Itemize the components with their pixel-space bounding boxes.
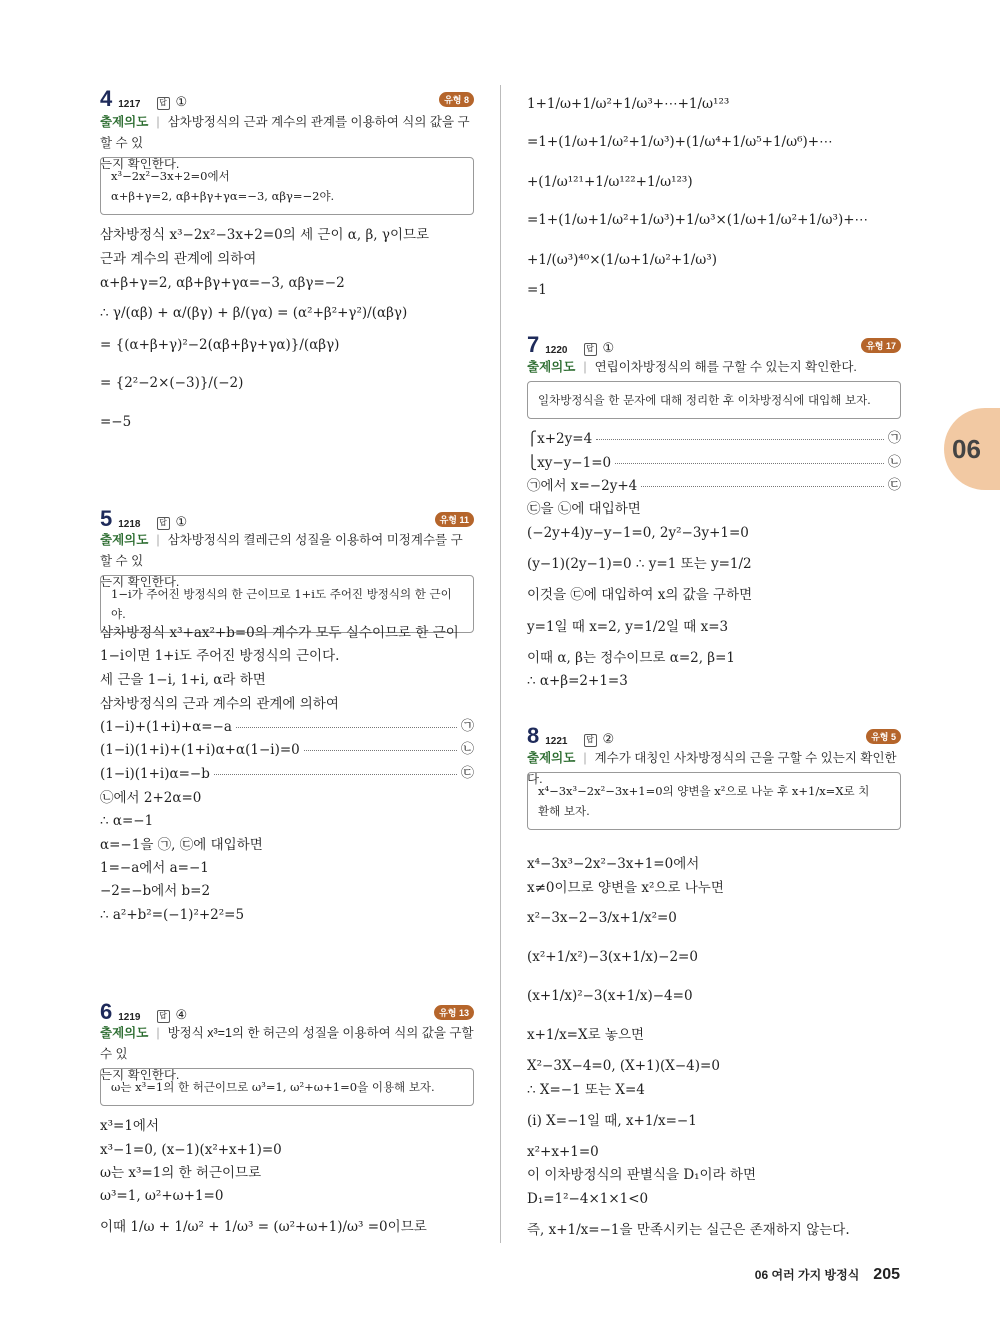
solution-line (527, 430, 901, 448)
solution-line: =1+(1/ω+1/ω²+1/ω³)+(1/ω⁴+1/ω⁵+1/ω⁶)+⋯ (527, 134, 833, 150)
type-badge[interactable]: 유형 8 (439, 92, 474, 107)
type-badge[interactable]: 유형 5 (866, 729, 901, 744)
solution-line: x²−3x−2−3/x+1/x²=0 (527, 910, 677, 926)
equation-text: ⎧x+2y=4 (527, 431, 593, 447)
solution-line: x³=1에서 (100, 1118, 160, 1134)
solution-line: ∴ α+β=2+1=3 (527, 673, 628, 689)
solution-line: (i) X=−1일 때, x+1/x=−1 (527, 1113, 697, 1129)
answer-value: ④ (175, 1008, 188, 1023)
dotted-leader (214, 774, 457, 775)
type-badge[interactable]: 유형 13 (434, 1005, 474, 1020)
intent-line (100, 530, 474, 572)
solution-line: X²−3X−4=0, (X+1)(X−4)=0 (527, 1058, 720, 1074)
answer-value: ① (602, 341, 615, 356)
hint-box (100, 157, 474, 215)
intent-content: 삼차방정식의 근과 계수의 관계를 이용하여 식의 값을 구할 수 있 (100, 115, 470, 150)
hint-line: ω는 x³=1의 한 허근이므로 ω³=1, ω²+ω+1=0을 이용해 보자. (111, 1080, 435, 1094)
answer-icon: 답 (584, 343, 597, 356)
solution-line: 이때 α, β는 정수이므로 α=2, β=1 (527, 650, 736, 666)
chapter-tab-label: 06 (952, 434, 981, 464)
intent-label: 출제의도 (527, 360, 576, 374)
solution-line: 즉, x+1/x=−1을 만족시키는 실근은 존재하지 않는다. (527, 1222, 850, 1238)
solution-line: ω는 x³=1의 한 허근이므로 (100, 1165, 262, 1181)
solution-line (527, 477, 901, 495)
page-number: 205 (873, 1266, 900, 1283)
intent-label: 출제의도 (527, 751, 576, 765)
solution-line (100, 741, 474, 759)
intent-separator: | (583, 751, 587, 765)
solution-line: 1+1/ω+1/ω²+1/ω³+⋯+1/ω¹²³ (527, 96, 730, 112)
intent-content: 연립이차방정식의 해를 구할 수 있는지 확인한다. (594, 360, 857, 374)
solution-line: = {2²−2×(−3)}/(−2) (100, 375, 244, 391)
solution-line: 삼차방정식의 근과 계수의 관계에 의하여 (100, 696, 339, 712)
solution-line: y=1일 때 x=2, y=1/2일 때 x=3 (527, 619, 729, 635)
answer-value: ① (175, 515, 188, 530)
solution-line: ㉢을 ㉡에 대입하면 (527, 501, 641, 517)
problem-header (100, 508, 474, 530)
problem-id: 1217 (118, 99, 141, 110)
solution-line: 이것을 ㉢에 대입하여 x의 값을 구하면 (527, 587, 753, 603)
equation-marker: ㉡ (887, 455, 901, 470)
solution-line: +(1/ω¹²¹+1/ω¹²²+1/ω¹²³) (527, 174, 693, 190)
intent-content: 는지 확인한다. (100, 575, 180, 589)
solution-line: =1 (527, 282, 547, 298)
solution-line: x≠0이므로 양변을 x²으로 나누면 (527, 880, 724, 896)
solution-line: ∴ X=−1 또는 X=4 (527, 1082, 645, 1098)
problem-number: 6 (100, 999, 113, 1024)
intent-label: 출제의도 (100, 115, 149, 129)
dotted-leader (236, 727, 457, 728)
type-badge[interactable]: 유형 11 (435, 512, 474, 527)
problem-header (527, 725, 901, 747)
solution-line: ω³=1, ω²+ω+1=0 (100, 1188, 224, 1204)
dotted-leader (304, 750, 457, 751)
hint-line: 일차방정식을 한 문자에 대해 정리한 후 이차방정식에 대입해 보자. (538, 393, 871, 407)
solution-line: α=−1을 ㉠, ㉢에 대입하면 (100, 837, 263, 853)
answer-icon: 답 (584, 734, 597, 747)
solution-line: 세 근을 1−i, 1+i, α라 하면 (100, 672, 266, 688)
page-footer (755, 1266, 900, 1284)
solution-line: =1+(1/ω+1/ω²+1/ω³)+1/ω³×(1/ω+1/ω²+1/ω³)+⋯ (527, 212, 869, 228)
solution-line: −2=−b에서 b=2 (100, 883, 211, 899)
problem-id: 1218 (118, 519, 141, 530)
footer-chapter: 06 여러 가지 방정식 (754, 1268, 860, 1282)
solution-line: =−5 (100, 414, 132, 430)
equation-marker: ㉠ (460, 719, 474, 734)
solution-line (100, 765, 474, 783)
solution-line: 1=−a에서 a=−1 (100, 860, 209, 876)
solution-line: 삼차방정식 x³−2x²−3x+2=0의 세 근이 α, β, γ이므로 (100, 227, 430, 243)
type-badge[interactable]: 유형 17 (861, 338, 901, 353)
dotted-leader (615, 463, 884, 464)
intent-label: 출제의도 (100, 533, 149, 547)
problem-id: 1220 (545, 345, 568, 356)
solution-line: ∴ a²+b²=(−1)²+2²=5 (100, 907, 245, 923)
solution-line: 근과 계수의 관계에 의하여 (100, 251, 257, 267)
problem-number: 4 (100, 86, 113, 111)
solution-line: ∴ α=−1 (100, 813, 154, 829)
intent-text (527, 357, 901, 378)
answer-icon: 답 (157, 1010, 170, 1023)
equation-text: (1−i)(1+i)α=−b (100, 766, 210, 782)
equation-text: (1−i)(1+i)+(1+i)α+α(1−i)=0 (100, 742, 300, 758)
solution-line: x+1/x=X로 놓으면 (527, 1027, 645, 1043)
problem-number: 8 (527, 723, 540, 748)
equation-marker: ㉢ (887, 478, 901, 493)
solution-line: ∴ γ/(αβ) + α/(βγ) + β/(γα) = (α²+β²+γ²)/(αβγ) (100, 305, 408, 321)
solution-line: 이 이차방정식의 판별식을 D₁이라 하면 (527, 1167, 757, 1183)
intent-separator: | (156, 115, 160, 129)
equation-text: ㉠에서 x=−2y+4 (527, 478, 638, 494)
solution-line: (x+1/x)²−3(x+1/x)−4=0 (527, 988, 693, 1004)
solution-line (100, 718, 474, 736)
equation-marker: ㉡ (460, 742, 474, 757)
solution-line: x³−1=0, (x−1)(x²+x+1)=0 (100, 1142, 282, 1158)
solution-line: 삼차방정식 x³+ax²+b=0의 계수가 모두 실수이므로 한 근이 (100, 625, 459, 641)
solution-line: +1/(ω³)⁴⁰×(1/ω+1/ω²+1/ω³) (527, 252, 717, 268)
column-divider (500, 85, 501, 1243)
intent-content: 방정식 x³=1의 한 허근의 성질을 이용하여 식의 값을 구할 수 있 (100, 1026, 474, 1061)
problem-id: 1219 (118, 1012, 141, 1023)
problem-number: 7 (527, 332, 540, 357)
dotted-leader (641, 486, 884, 487)
problem-header (527, 334, 901, 356)
solution-line: (y−1)(2y−1)=0 ∴ y=1 또는 y=1/2 (527, 556, 752, 572)
hint-line: 1−i가 주어진 방정식의 한 근이므로 1+i도 주어진 방정식의 한 근이야. (111, 587, 452, 621)
intent-line (100, 1023, 474, 1065)
intent-content: 는지 확인한다. (100, 1068, 180, 1082)
solution-line: = {(α+β+γ)²−2(αβ+βγ+γα)}/(αβγ) (100, 337, 340, 353)
solution-line: ㉡에서 2+2α=0 (100, 790, 202, 806)
intent-separator: | (583, 360, 587, 374)
equation-text: ⎩xy−y−1=0 (527, 455, 612, 471)
hint-line: x³−2x²−3x+2=0에서 (111, 169, 230, 183)
intent-content: 는지 확인한다. (100, 157, 180, 171)
solution-line: D₁=1²−4×1×1<0 (527, 1191, 649, 1207)
problem-header (100, 88, 474, 110)
intent-content: 계수가 대칭인 사차방정식의 근을 구할 수 있는지 확인한다. (527, 751, 897, 786)
intent-content: 삼차방정식의 켤레근의 성질을 이용하여 미정계수를 구할 수 있 (100, 533, 463, 568)
answer-value: ② (602, 732, 615, 747)
intent-label: 출제의도 (100, 1026, 149, 1040)
solution-line: α+β+γ=2, αβ+βγ+γα=−3, αβγ=−2 (100, 275, 345, 291)
hint-line: 환해 보자. (538, 804, 590, 818)
equation-text: (1−i)+(1+i)+α=−a (100, 719, 232, 735)
hint-box (100, 1068, 474, 1106)
solution-line: (−2y+4)y−y−1=0, 2y²−3y+1=0 (527, 525, 749, 541)
hint-line: x⁴−3x³−2x²−3x+1=0의 양변을 x²으로 나눈 후 x+1/x=X로 치 (538, 784, 870, 798)
solution-line: (x²+1/x²)−3(x+1/x)−2=0 (527, 949, 698, 965)
solution-line: x⁴−3x³−2x²−3x+1=0에서 (527, 856, 700, 872)
hint-box (527, 381, 901, 419)
intent-separator: | (156, 1026, 160, 1040)
dotted-leader (596, 439, 884, 440)
hint-box (527, 772, 901, 830)
hint-line: α+β+γ=2, αβ+βγ+γα=−3, αβγ=−2야. (111, 189, 335, 203)
solution-line (527, 454, 901, 472)
answer-value: ① (175, 95, 188, 110)
solution-line: x²+x+1=0 (527, 1144, 599, 1160)
problem-id: 1221 (545, 736, 568, 747)
problem-number: 5 (100, 506, 113, 531)
intent-separator: | (156, 533, 160, 547)
answer-icon: 답 (157, 97, 170, 110)
equation-marker: ㉢ (460, 766, 474, 781)
solution-line: 1−i이면 1+i도 주어진 방정식의 근이다. (100, 648, 340, 664)
solution-line: 이때 1/ω + 1/ω² + 1/ω³ = (ω²+ω+1)/ω³ =0이므로 (100, 1219, 427, 1235)
answer-icon: 답 (157, 517, 170, 530)
chapter-tab[interactable] (944, 408, 1000, 490)
problem-header (100, 1001, 474, 1023)
equation-marker: ㉠ (887, 431, 901, 446)
intent-line (527, 357, 901, 378)
intent-line (100, 112, 474, 154)
